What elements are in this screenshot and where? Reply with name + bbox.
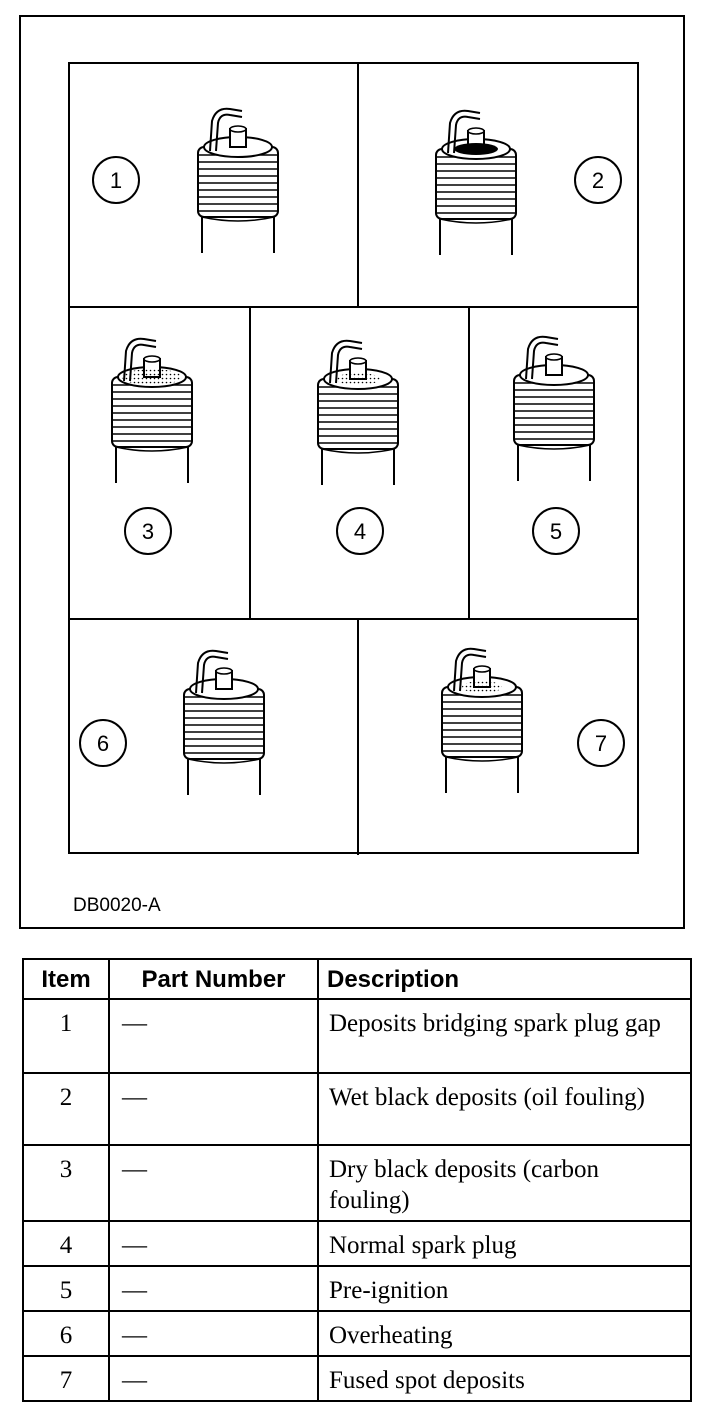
svg-text:5: 5 [549, 519, 563, 544]
callout-6 [80, 720, 126, 766]
row-item: 7 [23, 1356, 109, 1401]
row-item: 2 [23, 1073, 109, 1145]
header-part-number: Part Number [109, 959, 318, 999]
row-part-number: — [109, 999, 318, 1073]
row-description: Fused spot deposits [318, 1356, 691, 1401]
row-item: 5 [23, 1266, 109, 1311]
svg-text:3: 3 [141, 519, 155, 544]
table-row [23, 1266, 691, 1311]
row-description: Wet black deposits (oil fouling) [318, 1073, 691, 1145]
row-description: Pre-ignition [318, 1266, 691, 1311]
callout-7 [578, 720, 624, 766]
row-part-number: — [109, 1221, 318, 1266]
row-item: 6 [23, 1311, 109, 1356]
header-item: Item [23, 959, 109, 999]
row-item: 4 [23, 1221, 109, 1266]
row-part-number: — [109, 1266, 318, 1311]
row-item: 1 [23, 999, 109, 1073]
row-description: Normal spark plug [318, 1221, 691, 1266]
table-row [23, 1311, 691, 1356]
row-part-number: — [109, 1073, 318, 1145]
row-description: Overheating [318, 1311, 691, 1356]
table-row [23, 999, 691, 1073]
table-row [23, 1221, 691, 1266]
svg-text:2: 2 [591, 168, 605, 193]
callout-5 [533, 508, 579, 554]
callout-4 [337, 508, 383, 554]
svg-text:7: 7 [594, 731, 608, 756]
row-description: Dry black deposits (carbon fouling) [318, 1145, 691, 1221]
table-row [23, 1145, 691, 1221]
header-description: Description [318, 959, 691, 999]
row-description: Deposits bridging spark plug gap [318, 999, 691, 1073]
svg-text:1: 1 [109, 168, 123, 193]
figure-code: DB0020-A [73, 895, 161, 916]
spark-plug-panels [21, 17, 687, 931]
svg-text:6: 6 [96, 731, 110, 756]
spark-plug-figure [19, 15, 685, 929]
svg-text:4: 4 [353, 519, 367, 544]
row-part-number: — [109, 1145, 318, 1221]
callout-3 [125, 508, 171, 554]
row-part-number: — [109, 1356, 318, 1401]
legend-table [22, 958, 692, 1402]
legend-header-row [23, 959, 691, 999]
callout-1 [93, 157, 139, 203]
row-item: 3 [23, 1145, 109, 1221]
table-row [23, 1073, 691, 1145]
callout-2 [575, 157, 621, 203]
row-part-number: — [109, 1311, 318, 1356]
table-row [23, 1356, 691, 1401]
